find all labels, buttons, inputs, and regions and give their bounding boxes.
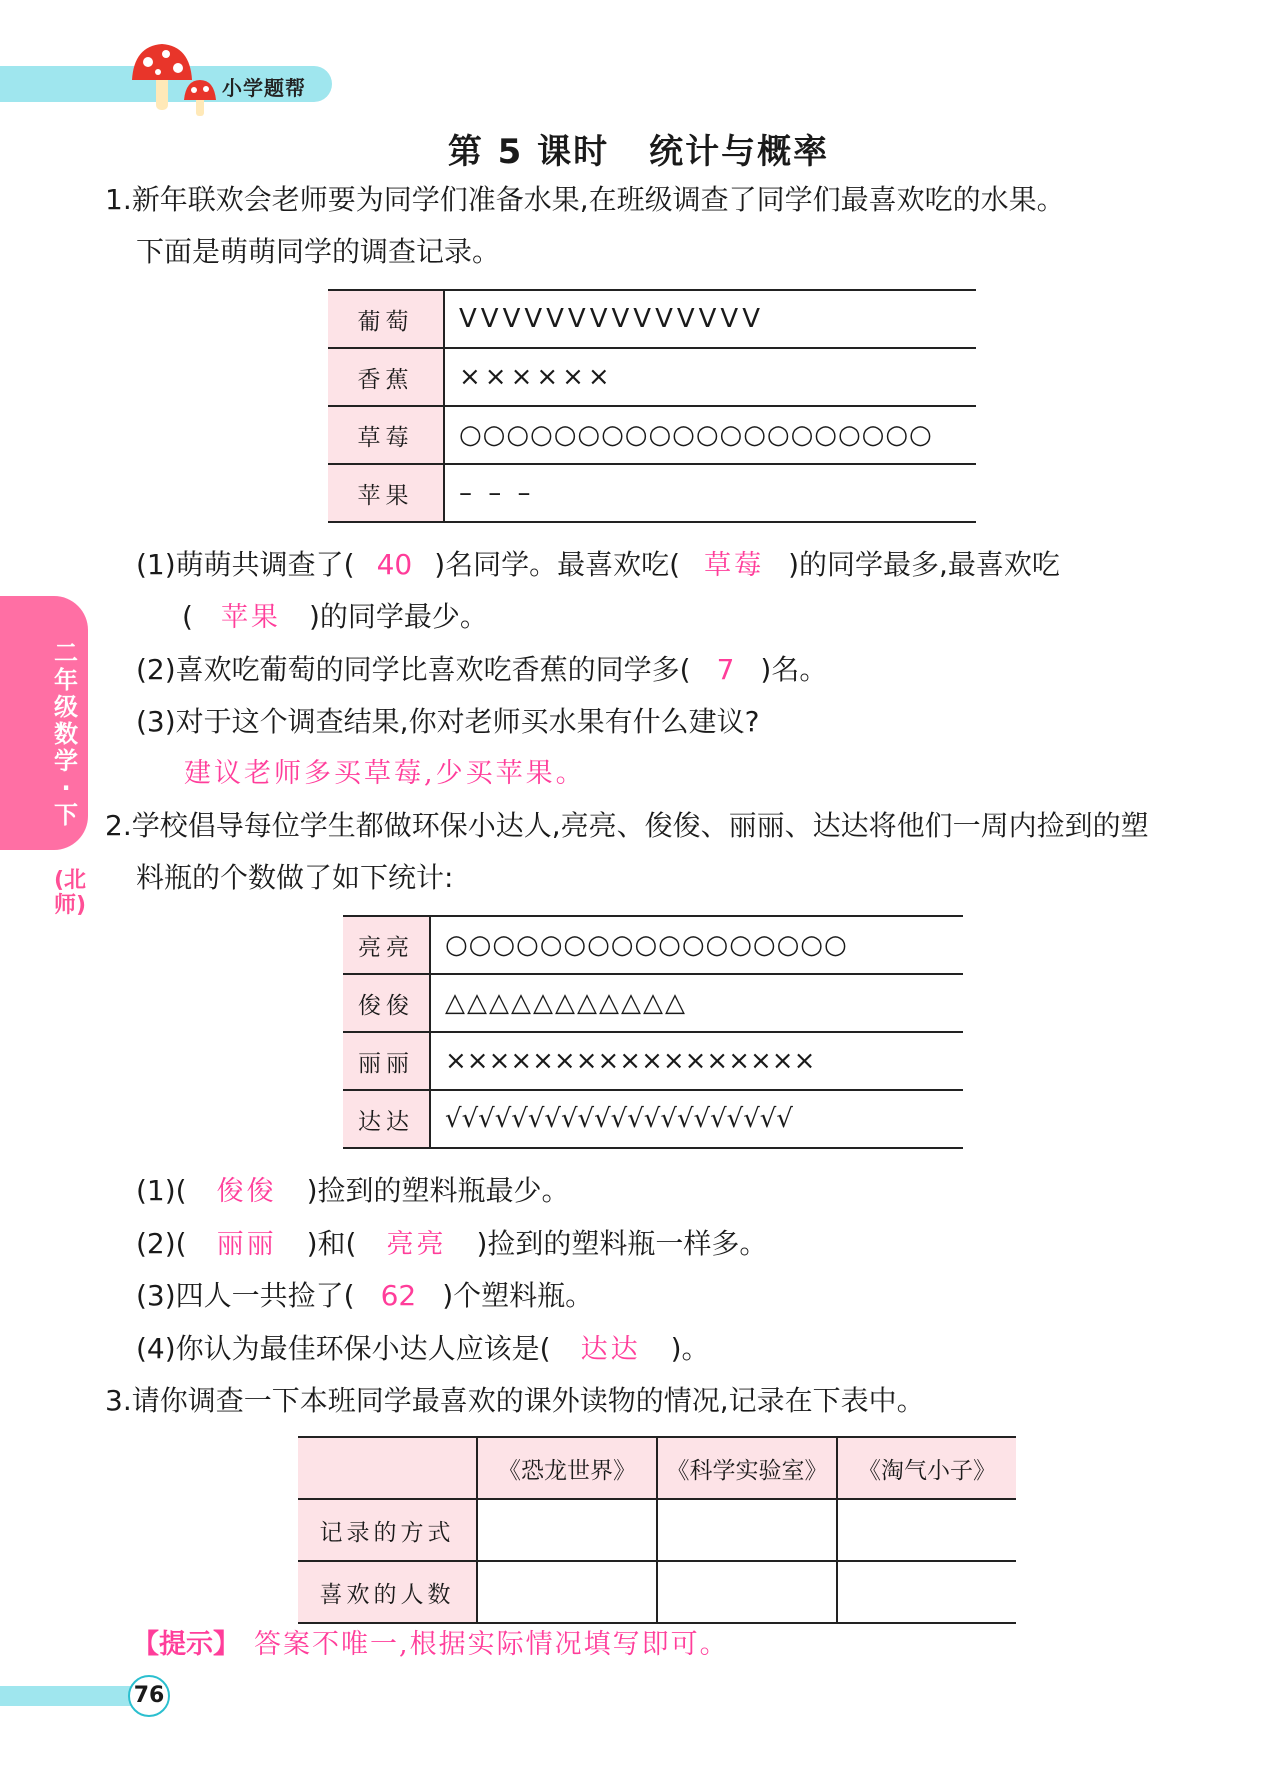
row-marks: ×××××× <box>444 348 976 406</box>
row-marks: VVVVVVVVVVVVVV <box>444 290 976 348</box>
page-title <box>0 124 1277 173</box>
row-label: 草莓 <box>328 406 444 464</box>
brand-name: 小学题帮 <box>222 76 306 100</box>
q1-record-table <box>328 289 976 523</box>
q2-text-line2: 料瓶的个数做了如下统计: <box>136 861 454 894</box>
table-row <box>343 974 963 1032</box>
column-header: 《恐龙世界》 <box>477 1437 657 1499</box>
q2-part1: (1)( 俊俊 )捡到的塑料瓶最少。 <box>136 1174 570 1207</box>
side-tab-edition: (北师) <box>54 868 87 918</box>
q1-text-line1: 1.新年联欢会老师要为同学们准备水果,在班级调查了同学们最喜欢吃的水果。 <box>105 183 1065 216</box>
page-number: 76 <box>128 1675 170 1717</box>
table-header-row <box>298 1437 1016 1499</box>
hint-text: 答案不唯一,根据实际情况填写即可。 <box>254 1629 729 1660</box>
answer-blank: 丽丽 <box>216 1229 277 1260</box>
answer-blank: 俊俊 <box>216 1176 277 1207</box>
q2-part4: (4)你认为最佳环保小达人应该是( 达达 )。 <box>136 1332 710 1365</box>
q1-part1-line1: (1)萌萌共调查了( 40 )名同学。最喜欢吃( 草莓 )的同学最多,最喜欢吃 <box>136 548 1060 581</box>
lesson-title: 统计与概率 <box>649 132 830 172</box>
answer-blank: 亮亮 <box>386 1229 447 1260</box>
row-marks: – – – <box>444 464 976 522</box>
row-label: 俊俊 <box>343 974 430 1032</box>
answer-blank: 40 <box>376 548 413 581</box>
q2-text-line1: 2.学校倡导每位学生都做环保小达人,亮亮、俊俊、丽丽、达达将他们一周内捡到的塑 <box>105 809 1149 842</box>
table-row <box>328 290 976 348</box>
answer-blank: 苹果 <box>220 602 281 633</box>
column-header: 《淘气小子》 <box>837 1437 1016 1499</box>
q1-part1-line2: ( 苹果 )的同学最少。 <box>182 600 488 633</box>
footer-band <box>0 1686 140 1706</box>
answer-blank: 达达 <box>580 1334 641 1365</box>
corner-cell <box>298 1437 477 1499</box>
table-row <box>328 406 976 464</box>
answer-cell[interactable] <box>837 1499 1016 1561</box>
row-label: 苹果 <box>328 464 444 522</box>
lesson-number: 第 5 课时 <box>447 132 610 172</box>
row-label: 葡萄 <box>328 290 444 348</box>
answer-cell[interactable] <box>657 1561 837 1623</box>
answer-blank: 草莓 <box>704 550 765 581</box>
side-tab-label: 二年级数学·下 <box>54 639 78 829</box>
row-label: 亮亮 <box>343 916 430 974</box>
hint-label: 【提示】 <box>132 1629 240 1660</box>
q1-part3: (3)对于这个调查结果,你对老师买水果有什么建议? <box>136 705 760 738</box>
table-row <box>343 916 963 974</box>
mushroom-logo-icon <box>126 40 226 118</box>
answer-blank: 62 <box>380 1279 417 1312</box>
answer-cell[interactable] <box>477 1561 657 1623</box>
q1-text-line2: 下面是萌萌同学的调查记录。 <box>136 235 501 268</box>
answer-blank: 7 <box>716 653 735 686</box>
row-label: 丽丽 <box>343 1032 430 1090</box>
q2-part3: (3)四人一共捡了( 62 )个塑料瓶。 <box>136 1279 594 1312</box>
table-row <box>328 464 976 522</box>
answer-cell[interactable] <box>657 1499 837 1561</box>
q2-part2: (2)( 丽丽 )和( 亮亮 )捡到的塑料瓶一样多。 <box>136 1227 768 1260</box>
hint <box>132 1628 729 1662</box>
table-row <box>343 1090 963 1148</box>
q1-part2: (2)喜欢吃葡萄的同学比喜欢吃香蕉的同学多( 7 )名。 <box>136 653 828 686</box>
table-row <box>298 1561 1016 1623</box>
table-row <box>328 348 976 406</box>
row-label: 喜欢的人数 <box>298 1561 477 1623</box>
row-label: 达达 <box>343 1090 430 1148</box>
column-header: 《科学实验室》 <box>657 1437 837 1499</box>
row-marks: ○○○○○○○○○○○○○○○○○ <box>430 916 963 974</box>
row-label: 香蕉 <box>328 348 444 406</box>
q2-record-table <box>343 915 963 1149</box>
row-marks: △△△△△△△△△△△ <box>430 974 963 1032</box>
row-marks: √√√√√√√√√√√√√√√√√√√√√ <box>430 1090 963 1148</box>
answer-cell[interactable] <box>837 1561 1016 1623</box>
row-label: 记录的方式 <box>298 1499 477 1561</box>
answer-cell[interactable] <box>477 1499 657 1561</box>
table-row <box>343 1032 963 1090</box>
q3-text: 3.请你调查一下本班同学最喜欢的课外读物的情况,记录在下表中。 <box>105 1384 925 1417</box>
row-marks: ××××××××××××××××× <box>430 1032 963 1090</box>
q1-part3-answer: 建议老师多买草莓,少买苹果。 <box>184 758 586 789</box>
table-row <box>298 1499 1016 1561</box>
q3-survey-table <box>298 1436 1016 1624</box>
row-marks: ○○○○○○○○○○○○○○○○○○○○ <box>444 406 976 464</box>
